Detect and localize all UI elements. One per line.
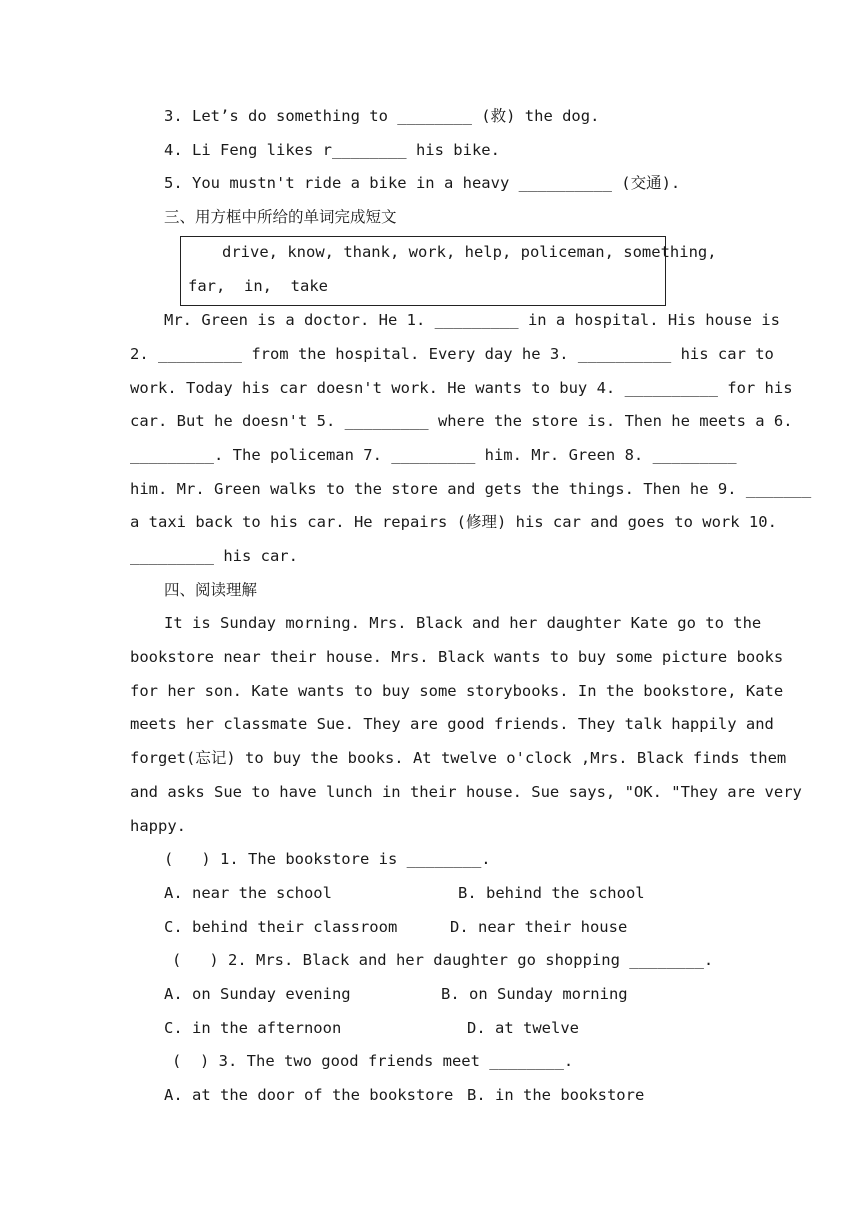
passage-line: _________. The policeman 7. _________ him. Mr. Green 8. _________ [130, 446, 737, 464]
option-1a: A. near the school [164, 884, 332, 902]
word-box-line-1: drive, know, thank, work, help, policeman, something, [222, 243, 717, 261]
reading-line: happy. [130, 817, 186, 835]
option-1b: B. behind the school [458, 884, 645, 902]
option-1c: C. behind their classroom [164, 918, 398, 936]
reading-line: It is Sunday morning. Mrs. Black and her daughter Kate go to the [164, 614, 762, 632]
reading-line: bookstore near their house. Mrs. Black wants to buy some picture books [130, 648, 784, 666]
question-3: 3. Let’s do something to ________ (救) the dog. [164, 107, 600, 125]
passage-line: Mr. Green is a doctor. He 1. _________ in a hospital. His house is [164, 311, 780, 329]
reading-line: for her son. Kate wants to buy some storybooks. In the bookstore, Kate [130, 682, 784, 700]
reading-question-2: ( ) 2. Mrs. Black and her daughter go shopping ________. [172, 951, 714, 969]
passage-line: _________ his car. [130, 547, 298, 565]
question-4: 4. Li Feng likes r________ his bike. [164, 141, 500, 159]
reading-line: and asks Sue to have lunch in their house. Sue says, "OK. "They are very [130, 783, 802, 801]
passage-line: car. But he doesn't 5. _________ where the store is. Then he meets a 6. [130, 412, 793, 430]
option-3b: B. in the bookstore [467, 1086, 645, 1104]
passage-line: work. Today his car doesn't work. He wants to buy 4. __________ for his [130, 379, 793, 397]
passage-line: a taxi back to his car. He repairs (修理) his car and goes to work 10. [130, 513, 777, 531]
reading-line: forget(忘记) to buy the books. At twelve o'clock ,Mrs. Black finds them [130, 749, 787, 767]
question-5: 5. You mustn't ride a bike in a heavy __________ (交通). [164, 174, 681, 192]
option-2d: D. at twelve [467, 1019, 579, 1037]
option-2a: A. on Sunday evening [164, 985, 351, 1003]
section-3-heading: 三、用方框中所给的单词完成短文 [164, 208, 397, 226]
option-2c: C. in the afternoon [164, 1019, 342, 1037]
word-box-line-2: far, in, take [188, 277, 328, 295]
option-2b: B. on Sunday morning [441, 985, 628, 1003]
option-3a: A. at the door of the bookstore [164, 1086, 454, 1104]
section-4-heading: 四、阅读理解 [164, 581, 258, 599]
passage-line: 2. _________ from the hospital. Every day he 3. __________ his car to [130, 345, 774, 363]
reading-question-3: ( ) 3. The two good friends meet ________. [172, 1052, 574, 1070]
reading-question-1: ( ) 1. The bookstore is ________. [164, 850, 491, 868]
reading-line: meets her classmate Sue. They are good friends. They talk happily and [130, 715, 774, 733]
passage-line: him. Mr. Green walks to the store and gets the things. Then he 9. _______ [130, 480, 812, 498]
option-1d: D. near their house [450, 918, 628, 936]
